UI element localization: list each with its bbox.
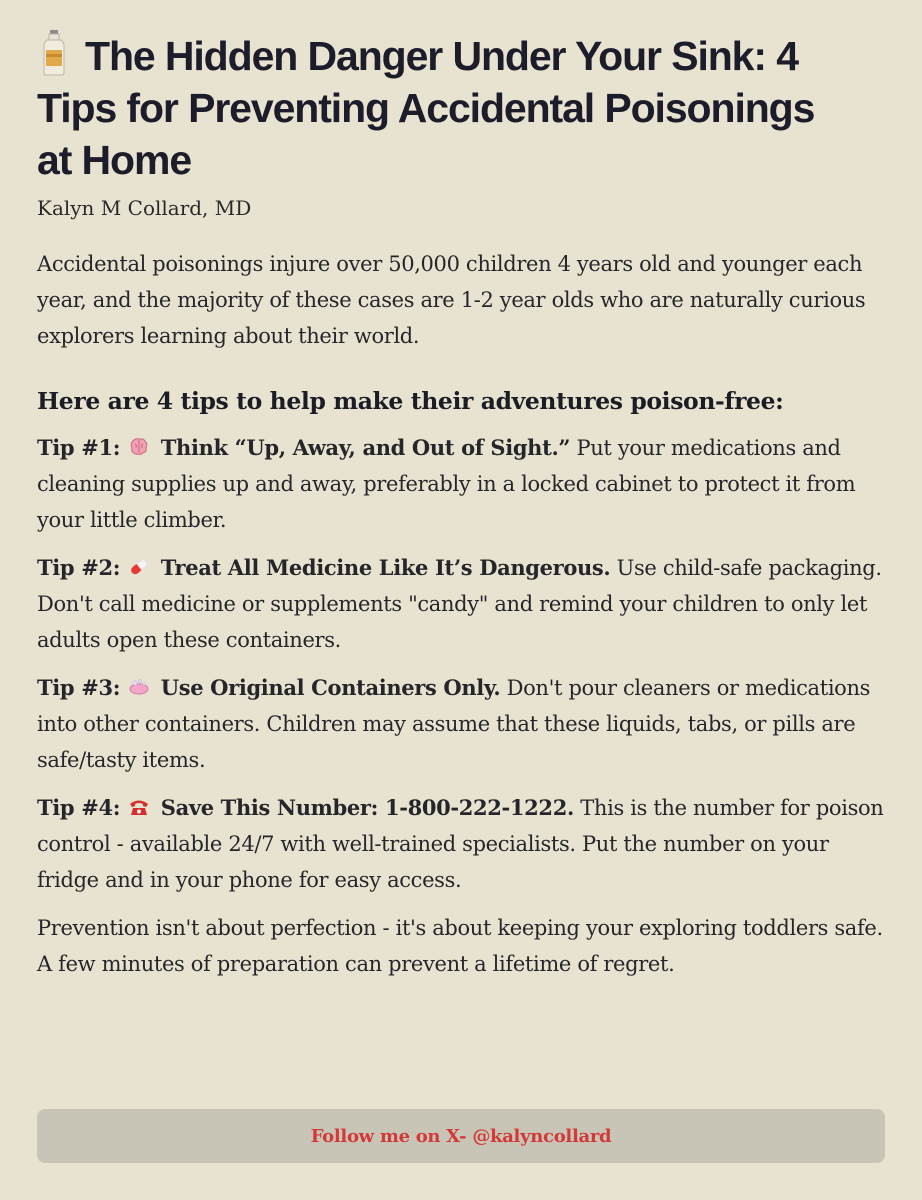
tip-text: Use child-safe packaging. Don't call medicine or supplements "candy" and remind your children to only let adults open these containers. bbox=[37, 556, 882, 652]
tip-heading: Save This Number: 1-800-222-1222. bbox=[160, 795, 574, 820]
tip-3 bbox=[37, 670, 885, 778]
author-byline: Kalyn M Collard, MD bbox=[37, 196, 252, 220]
tip-label: Tip #2: bbox=[37, 555, 121, 580]
tip-2 bbox=[37, 550, 885, 658]
title-line-3: at Home bbox=[37, 137, 192, 183]
pill-icon bbox=[128, 556, 150, 578]
tip-label: Tip #4: bbox=[37, 795, 121, 820]
tips-heading: Here are 4 tips to help make their adventures poison-free: bbox=[37, 387, 784, 415]
intro-paragraph: Accidental poisonings injure over 50,000 children 4 years old and younger each year, and the majority of these cases are 1-2 year olds who are naturally curious explorers learning about their world. bbox=[37, 252, 866, 348]
title-line-2: Tips for Preventing Accidental Poisonings bbox=[37, 85, 815, 131]
follow-banner[interactable] bbox=[37, 1109, 885, 1163]
tip-label: Tip #1: bbox=[37, 435, 121, 460]
tip-4 bbox=[37, 790, 885, 898]
tip-text: Put your medications and cleaning supplies up and away, preferably in a locked cabinet to protect it from your little climber. bbox=[37, 436, 856, 532]
brain-icon bbox=[128, 436, 150, 458]
page-title bbox=[37, 30, 885, 186]
tip-text: Don't pour cleaners or medications into other containers. Children may assume that these liquids, tabs, or pills are safe/tasty items. bbox=[37, 676, 871, 772]
follow-link[interactable]: Follow me on X- @kalyncollard bbox=[310, 1125, 612, 1147]
telephone-icon bbox=[128, 796, 150, 818]
tip-heading: Use Original Containers Only. bbox=[160, 675, 501, 700]
tip-heading: Treat All Medicine Like It’s Dangerous. bbox=[160, 555, 611, 580]
closing-paragraph: Prevention isn't about perfection - it's about keeping your exploring toddlers safe. A few minutes of preparation can prevent a lifetime of regret. bbox=[37, 916, 883, 976]
title-line-1 bbox=[37, 30, 885, 82]
bottle-icon bbox=[37, 30, 71, 76]
title-text-1: The Hidden Danger Under Your Sink: 4 bbox=[85, 33, 798, 79]
tip-text: This is the number for poison control - available 24/7 with well-trained specialists. Put the number on your fridge and in your phone for easy access. bbox=[37, 796, 884, 892]
tip-label: Tip #3: bbox=[37, 675, 121, 700]
tip-1 bbox=[37, 430, 885, 538]
soap-icon bbox=[128, 676, 150, 698]
tip-heading: Think “Up, Away, and Out of Sight.” bbox=[160, 435, 571, 460]
